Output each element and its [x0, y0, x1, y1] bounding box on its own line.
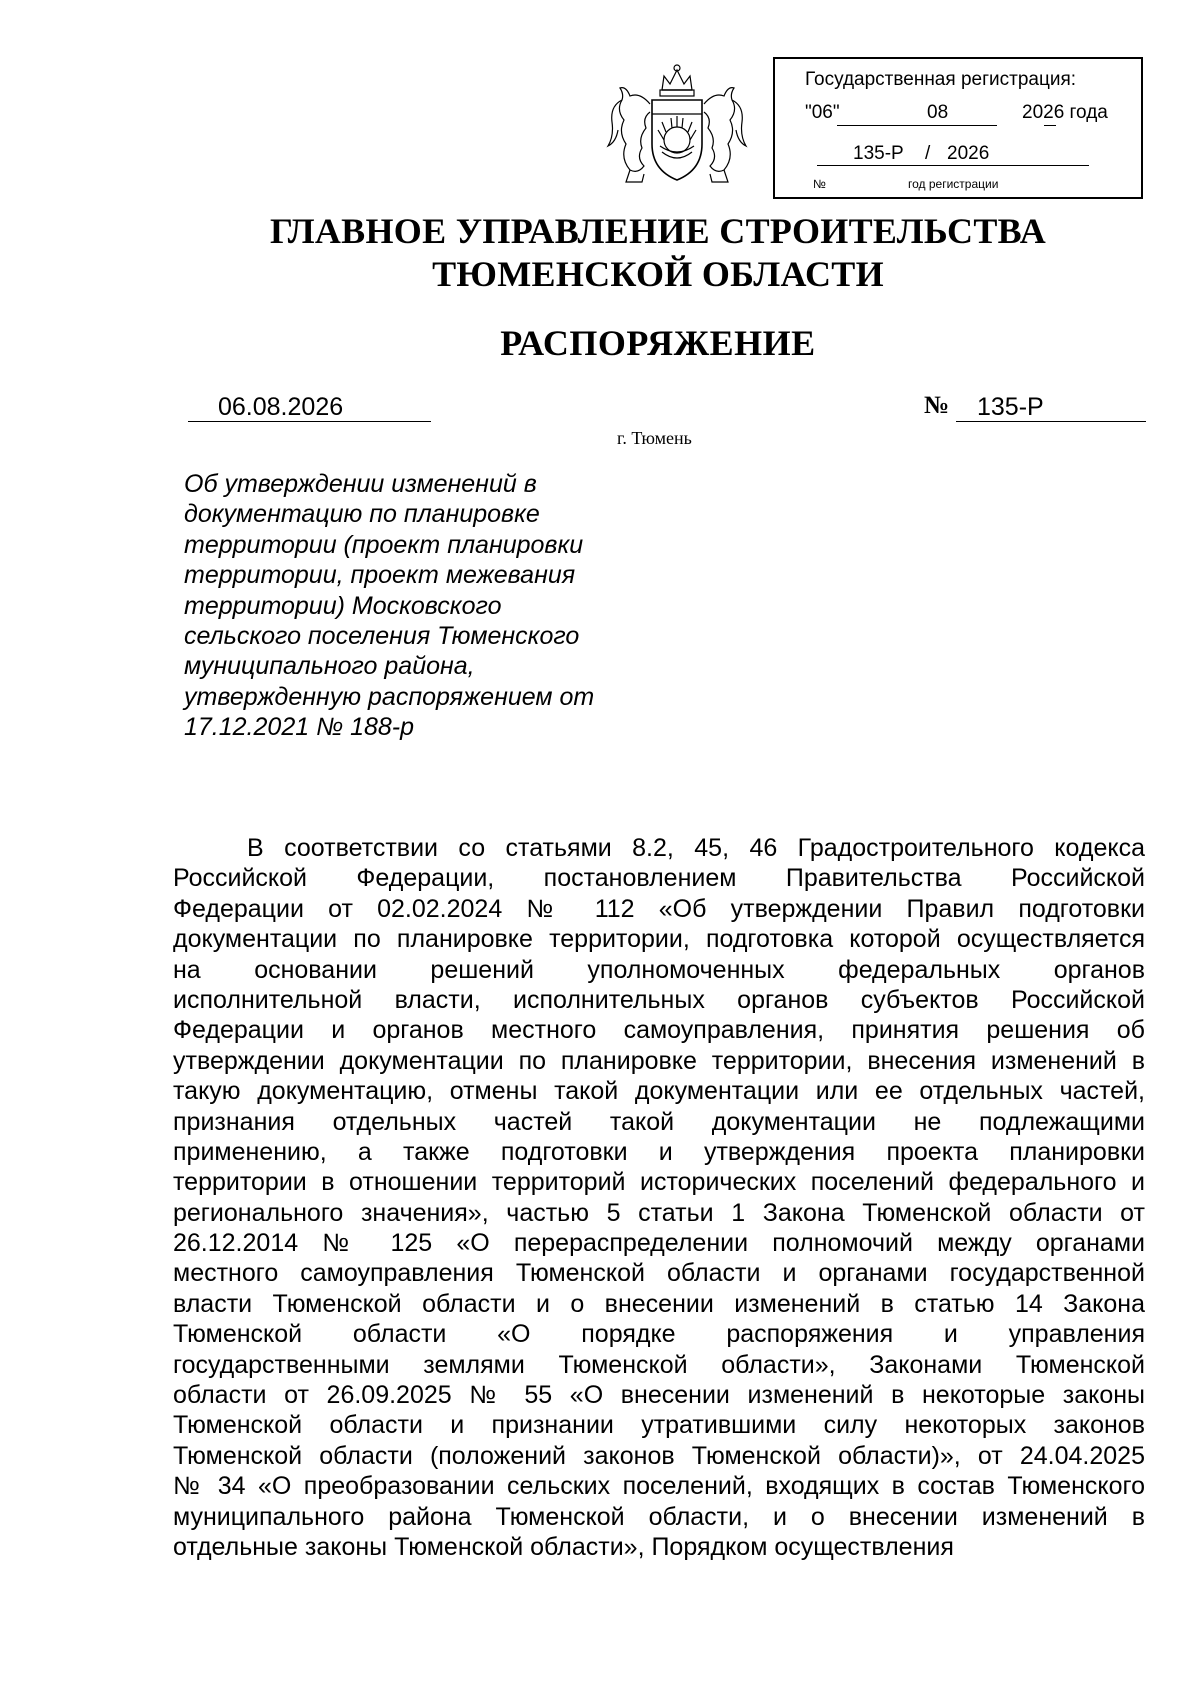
subject-line: 17.12.2021 № 188-р: [184, 713, 415, 742]
document-subject: [184, 469, 624, 743]
registration-reg-year: 2026: [947, 143, 990, 164]
body-line: на основании решений уполномоченных федеральных органов: [173, 955, 1145, 984]
body-line: территории в отношении территорий исторических поселений федерального и: [173, 1168, 1145, 1197]
document-date: 06.08.2026: [218, 393, 344, 421]
registration-month: 08: [927, 102, 949, 123]
body-line: признания отдельных частей такой документации не подлежащими: [173, 1107, 1145, 1136]
body-line: Тюменской области (положений законов Тюменской области)», от 24.04.2025: [173, 1441, 1145, 1470]
body-line: исполнительной власти, исполнительных органов субъектов Российской: [173, 985, 1145, 1014]
org-name-line2: ТЮМЕНСКОЙ ОБЛАСТИ: [432, 254, 884, 294]
registration-slash: /: [925, 143, 931, 164]
caption-number: №: [813, 177, 826, 191]
subject-line: Об утверждении изменений в: [184, 470, 537, 498]
body-line: местного самоуправления Тюменской области и органами государственной: [173, 1259, 1145, 1288]
number-underline: [956, 421, 1146, 422]
body-paragraph: [173, 833, 1145, 1562]
subject-line: утвержденную распоряжением от: [184, 682, 595, 711]
document-number: 135-Р: [977, 393, 1044, 421]
body-line: Тюменской области и признании утратившими силу некоторых законов: [173, 1411, 1145, 1440]
body-line: области от 26.09.2025 № 55 «О внесении изменений в некоторые законы: [173, 1381, 1145, 1410]
body-line: 26.12.2014 № 125 «О перераспределении полномочий между органами: [173, 1229, 1145, 1258]
registration-number: 135-Р: [853, 143, 904, 164]
body-line: власти Тюменской области и о внесении изменений в статью 14 Закона: [173, 1289, 1145, 1318]
body-line: муниципального района Тюменской области, и о внесении изменений в: [173, 1502, 1145, 1531]
registration-day: "06": [805, 102, 840, 123]
body-line: Федерации от 02.02.2024 № 112 «Об утверждении Правил подготовки: [173, 894, 1145, 923]
body-line: применению, а также подготовки и утверждения проекта планировки: [173, 1137, 1145, 1166]
coat-of-arms-icon: [602, 62, 752, 190]
registration-stamp: [773, 57, 1143, 199]
day-underline: [837, 125, 857, 126]
body-line: государственными землями Тюменской области», Законами Тюменской: [173, 1350, 1145, 1379]
subject-line: территории) Московского: [184, 591, 502, 620]
body-line: Федерации и органов местного самоуправления, принятия решения об: [173, 1016, 1145, 1045]
month-underline: [857, 125, 997, 126]
registration-title: Государственная регистрация:: [805, 69, 1077, 90]
document-type: РАСПОРЯЖЕНИЕ: [500, 323, 816, 363]
body-line: Тюменской области «О порядке распоряжения и управления: [173, 1320, 1145, 1349]
number-sign: №: [924, 392, 950, 419]
caption-year: год регистрации: [908, 177, 999, 191]
body-line: утверждении документации по планировке территории, внесения изменений в: [173, 1046, 1145, 1075]
body-line: отдельные законы Тюменской области», Порядком осуществления: [173, 1532, 954, 1561]
org-name-line1: ГЛАВНОЕ УПРАВЛЕНИЕ СТРОИТЕЛЬСТВА: [269, 211, 1047, 251]
registration-year: 2026 года: [1022, 102, 1108, 123]
year-underline: [1044, 125, 1056, 126]
city: г. Тюмень: [617, 428, 692, 448]
body-line: № 34 «О преобразовании сельских поселений, входящих в состав Тюменского: [173, 1472, 1145, 1501]
body-line: В соответствии со статьями 8.2, 45, 46 Градостроительного кодекса: [247, 834, 1145, 862]
body-line: Российской Федерации, постановлением Правительства Российской: [173, 864, 1145, 893]
subject-line: документацию по планировке: [184, 500, 540, 529]
subject-line: территории, проект межевания: [184, 561, 576, 590]
number-underline: [817, 165, 1089, 166]
date-underline: [188, 421, 431, 422]
body-line: такую документацию, отмены такой документации или ее отдельных частей,: [173, 1077, 1145, 1106]
body-line: регионального значения», частью 5 статьи 1 Закона Тюменской области от: [173, 1198, 1145, 1227]
subject-line: муниципального района,: [184, 652, 475, 681]
subject-line: территории (проект планировки: [184, 530, 584, 559]
subject-line: сельского поселения Тюменского: [184, 622, 580, 651]
body-line: документации по планировке территории, подготовка которой осуществляется: [173, 925, 1145, 954]
